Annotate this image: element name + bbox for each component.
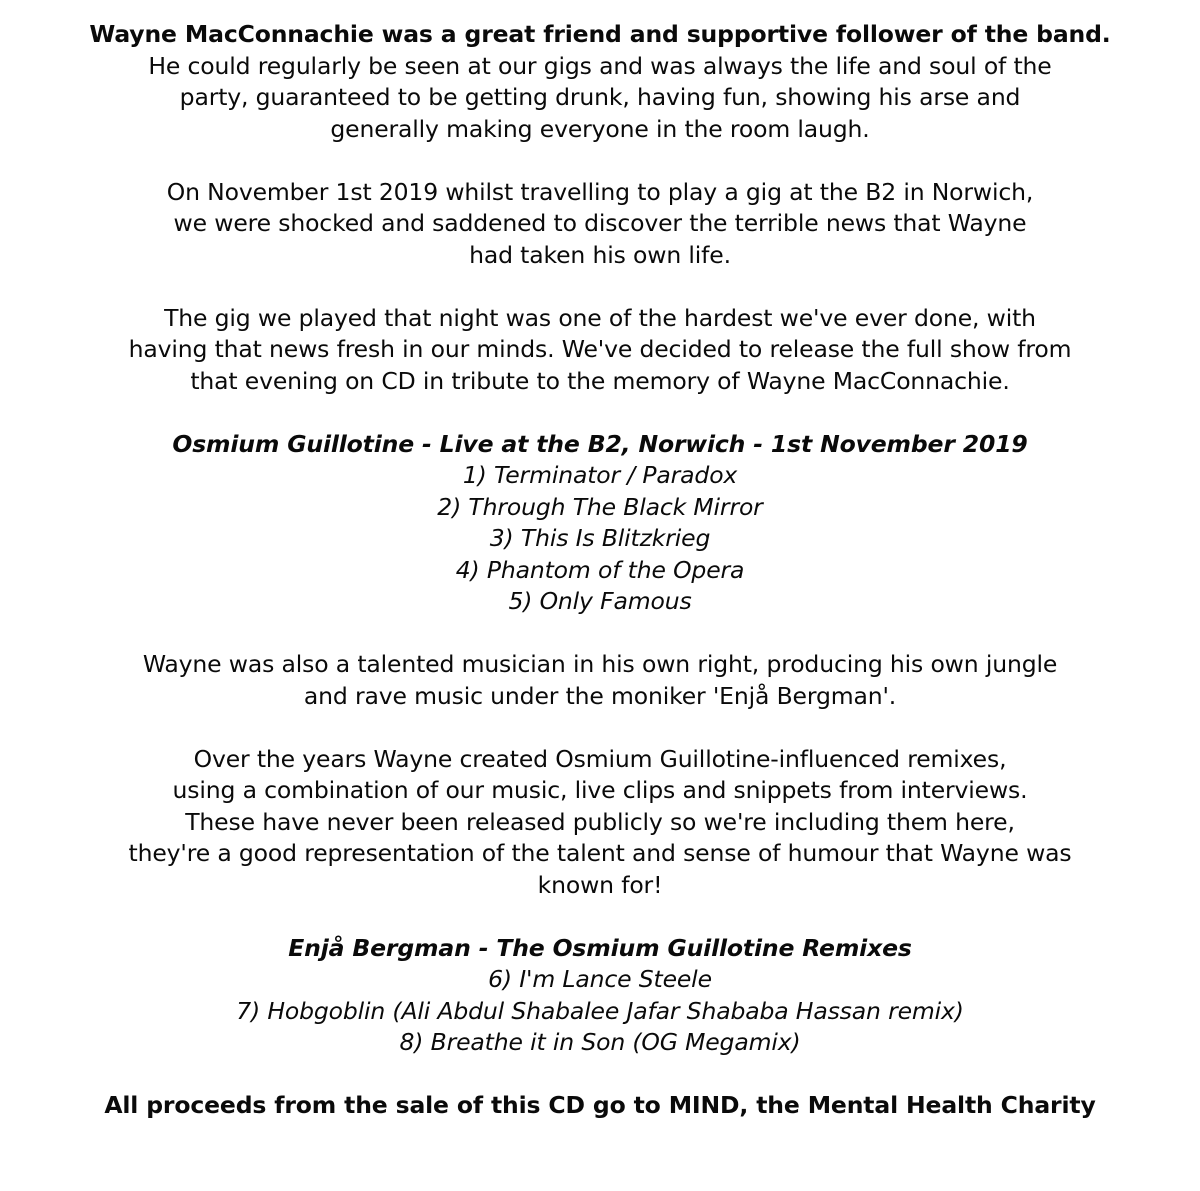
live-album-title: Osmium Guillotine - Live at the B2, Norwich - 1st November 2019 (172, 429, 1028, 458)
spacer (0, 901, 1200, 933)
spacer (0, 397, 1200, 429)
spacer (0, 1059, 1200, 1091)
spacer (0, 712, 1200, 744)
news-paragraph (0, 177, 1200, 272)
remixes-line: Over the years Wayne created Osmium Guillotine-influenced remixes, (193, 744, 1007, 773)
news-line: we were shocked and saddened to discover the terrible news that Wayne (173, 209, 1027, 237)
remixes-line: using a combination of our music, live clips and snippets from interviews. (172, 776, 1028, 804)
charity-note (0, 1090, 1200, 1122)
track-item: 6) I'm Lance Steele (488, 965, 712, 993)
track-item: 4) Phantom of the Opera (455, 555, 745, 584)
intro-line: party, guaranteed to be getting drunk, having fun, showing his arse and (179, 83, 1021, 111)
track-item: 2) Through The Black Mirror (437, 492, 763, 521)
remix-album-tracklist (0, 933, 1200, 1059)
spacer (0, 271, 1200, 303)
musician-paragraph (0, 649, 1200, 712)
track-item: 3) This Is Blitzkrieg (489, 524, 711, 552)
spacer (0, 618, 1200, 650)
gig-paragraph (0, 303, 1200, 398)
remixes-line: they're a good representation of the talent and sense of humour that Wayne was (128, 839, 1072, 867)
intro-lead: Wayne MacConnachie was a great friend and supportive follower of the band. (89, 20, 1111, 48)
intro-paragraph (0, 19, 1200, 145)
live-album-tracklist (0, 429, 1200, 618)
musician-line: and rave music under the moniker 'Enjå Bergman'. (303, 681, 897, 710)
gig-line: having that news fresh in our minds. We've decided to release the full show from (128, 335, 1072, 363)
gig-line: that evening on CD in tribute to the memory of Wayne MacConnachie. (190, 366, 1010, 395)
track-item: 7) Hobgoblin (Ali Abdul Shabalee Jafar Shababa Hassan remix) (236, 996, 964, 1025)
intro-line: generally making everyone in the room laugh. (330, 114, 870, 143)
track-item: 5) Only Famous (508, 587, 692, 615)
track-item: 8) Breathe it in Son (OG Megamix) (399, 1028, 801, 1056)
news-line: On November 1st 2019 whilst travelling to play a gig at the B2 in Norwich, (166, 177, 1034, 206)
remixes-paragraph (0, 744, 1200, 902)
track-item: 1) Terminator / Paradox (462, 461, 738, 489)
gig-line: The gig we played that night was one of the hardest we've ever done, with (164, 303, 1036, 332)
musician-line: Wayne was also a talented musician in his own right, producing his own jungle (142, 650, 1058, 678)
spacer (0, 145, 1200, 177)
news-line: had taken his own life. (469, 240, 731, 269)
charity-line: All proceeds from the sale of this CD go to MIND, the Mental Health Charity (104, 1091, 1096, 1119)
remixes-line: These have never been released publicly so we're including them here, (185, 807, 1015, 836)
remix-album-title: Enjå Bergman - The Osmium Guillotine Remixes (288, 933, 912, 962)
intro-line: He could regularly be seen at our gigs and was always the life and soul of the (148, 51, 1052, 80)
remixes-line: known for! (537, 870, 663, 899)
